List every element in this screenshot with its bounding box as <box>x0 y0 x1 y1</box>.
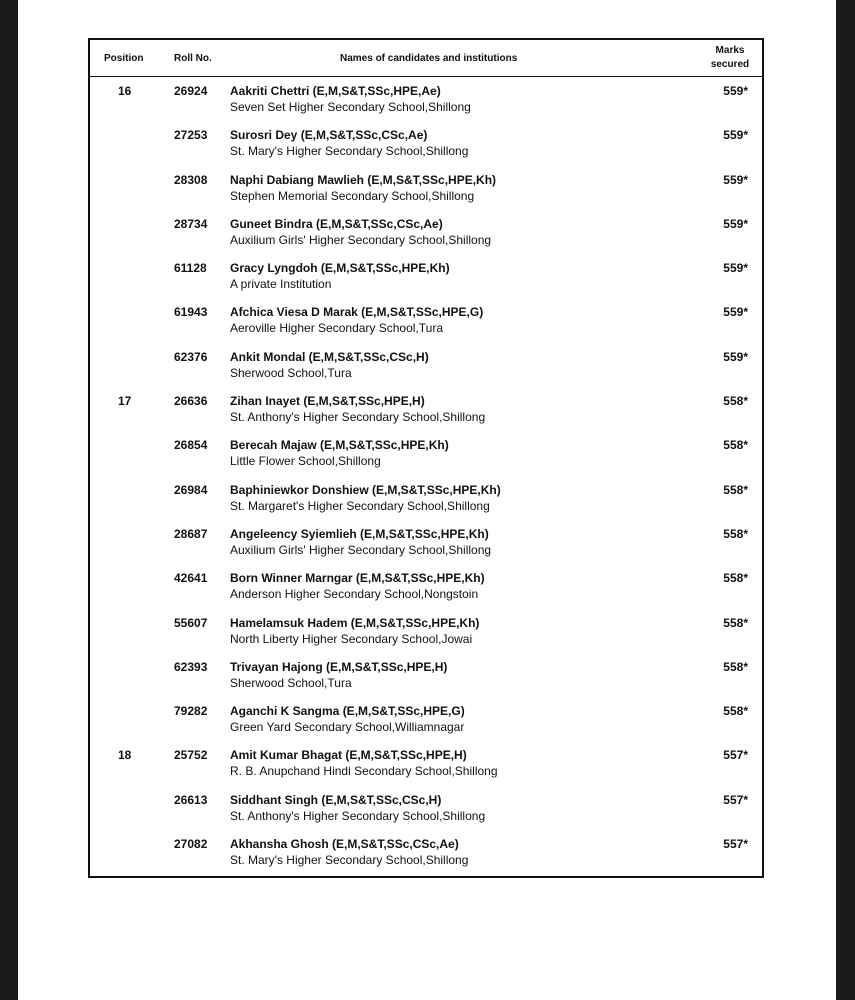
candidate-name: Amit Kumar Bhagat (E,M,S&T,SSc,HPE,H) <box>230 748 467 763</box>
table-row <box>90 748 762 792</box>
roll-no-cell: 26636 <box>174 394 208 409</box>
marks-cell: 559* <box>723 128 748 143</box>
candidate-name: Aganchi K Sangma (E,M,S&T,SSc,HPE,G) <box>230 704 465 719</box>
institution-name: St. Mary's Higher Secondary School,Shillong <box>230 853 469 868</box>
header-names: Names of candidates and institutions <box>340 53 518 64</box>
table-row <box>90 84 762 128</box>
institution-name: Anderson Higher Secondary School,Nongstoin <box>230 587 479 602</box>
marks-cell: 559* <box>723 261 748 276</box>
marks-cell: 557* <box>723 837 748 852</box>
candidate-name: Hamelamsuk Hadem (E,M,S&T,SSc,HPE,Kh) <box>230 615 480 630</box>
table-row <box>90 793 762 837</box>
candidate-name: Trivayan Hajong (E,M,S&T,SSc,HPE,H) <box>230 659 448 674</box>
header-position: Position <box>104 53 144 64</box>
table-row <box>90 438 762 482</box>
candidate-name: Angeleency Syiemlieh (E,M,S&T,SSc,HPE,Kh) <box>230 526 489 541</box>
roll-no-cell: 28308 <box>174 172 208 187</box>
institution-name: St. Mary's Higher Secondary School,Shillong <box>230 144 469 159</box>
position-cell: 18 <box>118 748 132 763</box>
institution-name: St. Anthony's Higher Secondary School,Shillong <box>230 410 486 425</box>
candidate-name: Siddhant Singh (E,M,S&T,SSc,CSc,H) <box>230 792 442 807</box>
table-row <box>90 704 762 748</box>
position-cell: 17 <box>118 394 132 409</box>
institution-name: Auxilium Girls' Higher Secondary School,Shillong <box>230 232 492 247</box>
marks-cell: 558* <box>723 482 748 497</box>
table-body <box>90 84 762 881</box>
header-marks-line1: Marks <box>715 45 745 56</box>
marks-cell: 558* <box>723 659 748 674</box>
marks-cell: 559* <box>723 305 748 320</box>
candidate-name: Ankit Mondal (E,M,S&T,SSc,CSc,H) <box>230 349 429 364</box>
marks-cell: 557* <box>723 792 748 807</box>
institution-name: A private Institution <box>230 277 332 292</box>
table-row <box>90 217 762 261</box>
institution-name: R. B. Anupchand Hindi Secondary School,Shillong <box>230 764 498 779</box>
institution-name: Little Flower School,Shillong <box>230 454 381 469</box>
header-roll-no: Roll No. <box>174 53 212 64</box>
candidate-name: Afchica Viesa D Marak (E,M,S&T,SSc,HPE,G) <box>230 305 484 320</box>
roll-no-cell: 28687 <box>174 526 208 541</box>
marks-cell: 559* <box>723 84 748 98</box>
header-marks <box>702 44 758 72</box>
marks-cell: 557* <box>723 748 748 763</box>
roll-no-cell: 79282 <box>174 704 208 719</box>
marks-cell: 558* <box>723 394 748 409</box>
table-row <box>90 483 762 527</box>
candidate-name: Gracy Lyngdoh (E,M,S&T,SSc,HPE,Kh) <box>230 261 450 276</box>
institution-name: Auxilium Girls' Higher Secondary School,Shillong <box>230 542 492 557</box>
roll-no-cell: 55607 <box>174 615 208 630</box>
table-row <box>90 350 762 394</box>
roll-no-cell: 62393 <box>174 659 208 674</box>
candidate-name: Baphiniewkor Donshiew (E,M,S&T,SSc,HPE,Kh) <box>230 482 501 497</box>
candidate-name: Naphi Dabiang Mawlieh (E,M,S&T,SSc,HPE,Kh) <box>230 172 497 187</box>
roll-no-cell: 42641 <box>174 571 208 586</box>
header-marks-line2: secured <box>710 59 750 70</box>
table-row <box>90 660 762 704</box>
table-row <box>90 394 762 438</box>
institution-name: St. Anthony's Higher Secondary School,Shillong <box>230 808 486 823</box>
marks-cell: 559* <box>723 172 748 187</box>
table-header <box>90 40 762 77</box>
candidate-name: Guneet Bindra (E,M,S&T,SSc,CSc,Ae) <box>230 216 443 231</box>
institution-name: Stephen Memorial Secondary School,Shillong <box>230 188 475 203</box>
roll-no-cell: 61128 <box>174 261 207 276</box>
results-table <box>88 38 764 878</box>
table-row <box>90 305 762 349</box>
roll-no-cell: 26984 <box>174 482 208 497</box>
candidate-name: Surosri Dey (E,M,S&T,SSc,CSc,Ae) <box>230 128 428 143</box>
roll-no-cell: 26613 <box>174 792 208 807</box>
roll-no-cell: 61943 <box>174 305 208 320</box>
marks-cell: 558* <box>723 571 748 586</box>
institution-name: Sherwood School,Tura <box>230 365 352 380</box>
marks-cell: 559* <box>723 349 748 364</box>
candidate-name: Zihan Inayet (E,M,S&T,SSc,HPE,H) <box>230 394 425 409</box>
marks-cell: 559* <box>723 216 748 231</box>
roll-no-cell: 26924 <box>174 84 208 98</box>
institution-name: Seven Set Higher Secondary School,Shillong <box>230 100 471 114</box>
table-row <box>90 571 762 615</box>
candidate-name: Aakriti Chettri (E,M,S&T,SSc,HPE,Ae) <box>230 84 441 98</box>
roll-no-cell: 62376 <box>174 349 208 364</box>
marks-cell: 558* <box>723 615 748 630</box>
table-row <box>90 527 762 571</box>
roll-no-cell: 28734 <box>174 216 208 231</box>
position-cell: 16 <box>118 84 132 98</box>
roll-no-cell: 26854 <box>174 438 208 453</box>
table-row <box>90 616 762 660</box>
table-row <box>90 261 762 305</box>
marks-cell: 558* <box>723 526 748 541</box>
institution-name: Aeroville Higher Secondary School,Tura <box>230 321 443 336</box>
marks-cell: 558* <box>723 704 748 719</box>
marks-cell: 558* <box>723 438 748 453</box>
document-page <box>18 0 836 1000</box>
candidate-name: Born Winner Marngar (E,M,S&T,SSc,HPE,Kh) <box>230 571 485 586</box>
institution-name: North Liberty Higher Secondary School,Jowai <box>230 631 473 646</box>
candidate-name: Akhansha Ghosh (E,M,S&T,SSc,CSc,Ae) <box>230 837 459 852</box>
roll-no-cell: 25752 <box>174 748 208 763</box>
table-row <box>90 837 762 881</box>
roll-no-cell: 27253 <box>174 128 208 143</box>
table-row <box>90 173 762 217</box>
candidate-name: Berecah Majaw (E,M,S&T,SSc,HPE,Kh) <box>230 438 449 453</box>
roll-no-cell: 27082 <box>174 837 208 852</box>
institution-name: Sherwood School,Tura <box>230 675 352 690</box>
institution-name: Green Yard Secondary School,Williamnagar <box>230 720 465 735</box>
institution-name: St. Margaret's Higher Secondary School,Shillong <box>230 498 490 513</box>
table-row <box>90 128 762 172</box>
